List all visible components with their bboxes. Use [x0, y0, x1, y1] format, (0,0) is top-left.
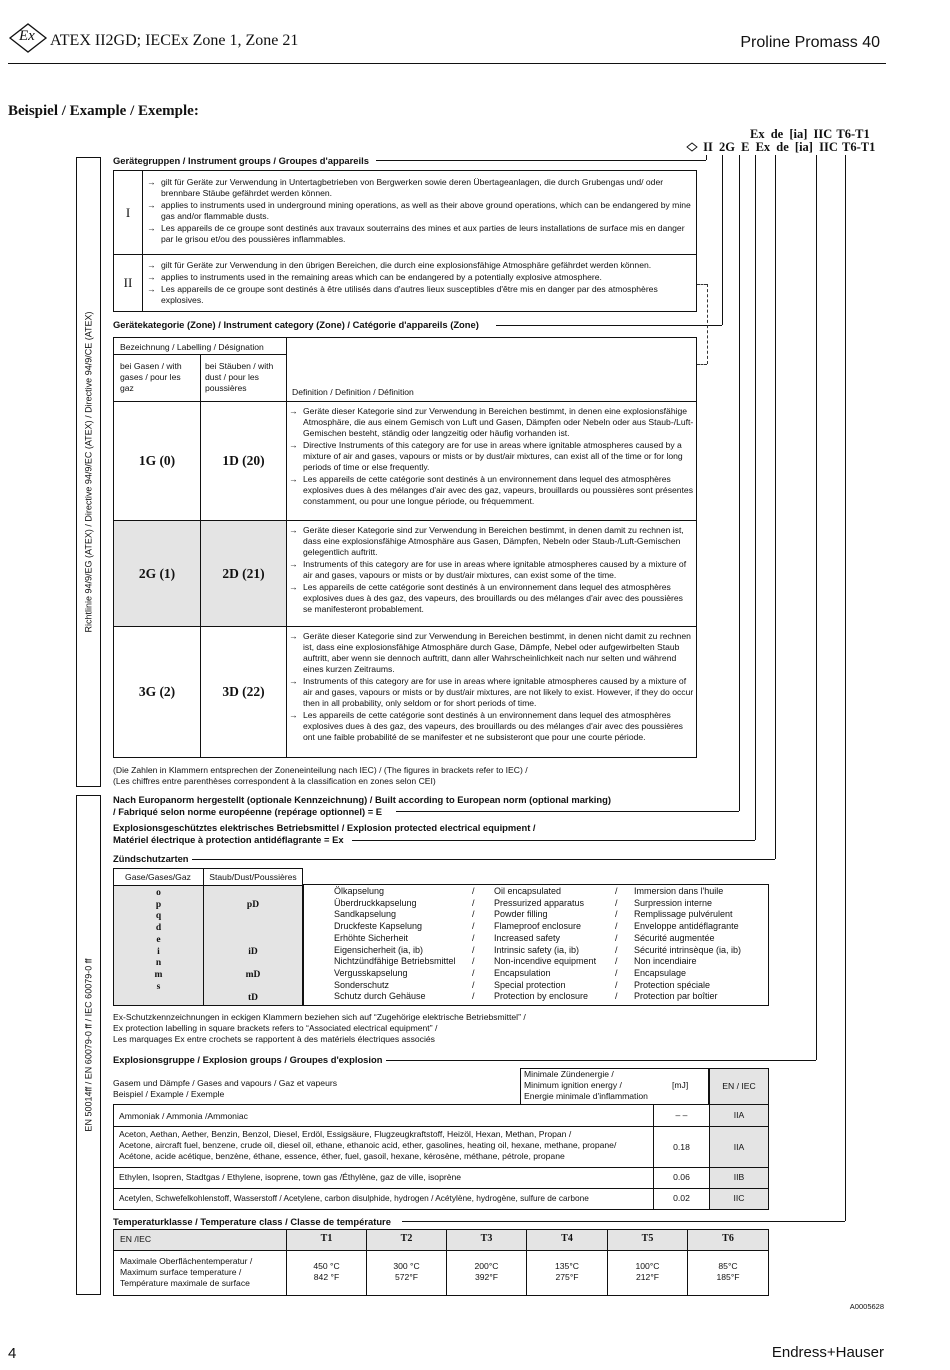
protection-heading: Zündschutzarten [113, 853, 192, 865]
protection-en-item: Special protection [494, 979, 566, 990]
connector-iic [816, 155, 817, 1060]
mark-iic-1: IIC [813, 127, 833, 141]
temperature-table [113, 1229, 769, 1296]
connector-groups-h [376, 160, 706, 161]
dust-code [204, 982, 302, 994]
list-item: → Les appareils de cette catégorie sont destinés à un environnement dans lequel des atmosphères explosives dues à des gaz, des vapeurs, des brouillards ou des mélanges d'air avec des poussières se manifesteront probablement. [289, 582, 683, 614]
mark-e: E [741, 140, 750, 154]
cat-dust-1d: 1D (20) [222, 453, 265, 468]
cat-dust-3d: 3D (22) [222, 684, 265, 699]
list-item: → gilt für Geräte zur Verwendung in Untertagbetrieben von Bergwerken sowie deren Übertageanlagen, die durch Grubengas und/ oder brennbare Stäube gefährdet werden können. [147, 177, 664, 198]
connector-iic-h [386, 1060, 816, 1061]
connector-de [775, 155, 776, 859]
arrow-right-icon: → [289, 474, 298, 484]
arrow-right-icon: → [147, 200, 156, 210]
eg-energy-cell: – – [675, 1110, 688, 1120]
section-title: Beispiel / Example / Exemple: [8, 103, 199, 119]
protection-de-item: Schutz durch Gehäuse [334, 991, 426, 1002]
arrow-right-icon: → [147, 223, 156, 233]
eg-div-h1 [114, 1126, 768, 1127]
dust-code [204, 923, 302, 935]
table-row: Aceton, Aethan, Aether, Benzin, Benzol, Diesel, Erdöl, Essigsäure, Flugzeugkraftstoff, Heizöl, Hexan, Methan, Propan / Acetone, aircraft fuel, benzene, crude oil, diesel oil, ethane, ethanoic acid, ether, gasolines, heating oil, hexane, methane, propane/ Acétone, acide acétique, benzène, éthane, essence, éther, fuel, gasoil, hexane, kérosène, méthane, pétrole, propane [119, 1129, 617, 1161]
cat-dust-2d: 2D (21) [201, 521, 286, 626]
gas-code: e [156, 934, 161, 945]
dust-code: iD [248, 946, 258, 957]
protection-sep-2: / / / / / / / / / / [615, 886, 618, 1002]
eg-energy-cell: 0.06 [673, 1172, 690, 1182]
connector-temp-h [402, 1221, 845, 1222]
group-ii-text [147, 260, 692, 307]
temp-value-t1: 450 °C 842 °F [313, 1261, 340, 1282]
dust-code [204, 911, 302, 923]
eg-group-cell: IIA [733, 1110, 745, 1120]
protection-fr-item: Sécurité intrinsèque (ia, ib) [634, 944, 742, 955]
temperature-heading: Temperaturklasse / Temperature class / Classe de température [113, 1216, 394, 1228]
temp-row-label: Maximale Oberflächentemperatur / Maximum surface temperature / Température maximale de surface [120, 1256, 253, 1288]
temp-class-t3: T3 [480, 1233, 493, 1244]
header-title: ATEX II2GD; IECEx Zone 1, Zone 21 [50, 32, 299, 49]
dashed-bracket-side [707, 284, 708, 364]
labelling-header: Bezeichnung / Labelling / Désignation [120, 342, 264, 352]
connector-2g [722, 155, 723, 325]
gas-code [114, 993, 203, 1005]
cat-def-2 [289, 525, 694, 616]
protection-fr-item: Remplissage pulvérulent [634, 909, 733, 920]
eg-group-cell: IIB [733, 1172, 745, 1182]
protection-fr-item: Protection par boîtier [634, 991, 718, 1002]
connector-de-h [190, 859, 775, 860]
temp-value-t2: 300 °C 572°F [393, 1261, 420, 1282]
arrow-right-icon: → [289, 525, 298, 535]
temp-value-t3: 200°C 392°F [474, 1261, 499, 1282]
dust-code [204, 888, 302, 900]
list-item: → applies to instruments used in underground mining operations, as well as their above ground operations, which can be endangered by mine gas and/or flammable dusts. [147, 200, 691, 221]
list-item: → gilt für Geräte zur Verwendung in den übrigen Bereichen, die durch eine explosionsfähige Atmosphäre gefährdet werden können. [147, 260, 652, 270]
eg-group-cell: IIC [733, 1193, 745, 1203]
protection-de-item: Ölkapselung [334, 886, 385, 896]
gas-codes [114, 888, 203, 1005]
protection-fr-item: Surpression interne [634, 897, 713, 908]
arrow-right-icon: → [147, 284, 156, 294]
marking-line2 [686, 140, 875, 155]
euronorm-line2: / Fabriqué selon norme européenne (repérage optionnel) = E [113, 806, 385, 818]
connector-category-h [496, 325, 722, 326]
temp-value-t6: 85°C 185°F [716, 1261, 740, 1282]
cat-gas-2g: 2G (1) [114, 521, 200, 626]
protection-en-item: Flameproof enclosure [494, 921, 582, 932]
protection-fr-item: Sécurité augmentée [634, 932, 715, 943]
list-item: → Les appareils de cette catégorie sont destinés à un environnement dans lequel des atmosphères explosives dues à des mélanges d'air avec des gaz, vapeurs, brouillards ou poussières sont présentes constamment, ou pour une longue période, ou fréquemment. [289, 474, 694, 506]
mark-temp-2: T6-T1 [841, 140, 876, 154]
temp-std-header: EN /IEC [120, 1234, 152, 1244]
page-number: 4 [8, 1345, 17, 1362]
dust-code [204, 935, 302, 947]
group-id-i: I [125, 204, 131, 220]
side-label-upper: Richtlinie 94/9/EG (ATEX) / Directive 94/9/EC (ATEX) / Directive 94/9/CE (ATEX) [83, 311, 94, 633]
list-item: → Les appareils de ce groupe sont destinés aux travaux souterrains des mines et aux parties de leurs installations de surface mis en danger par le grisou et/ou des poussières inflammables. [147, 223, 685, 244]
category-heading: Gerätekategorie (Zone) / Instrument category (Zone) / Catégorie d'appareils (Zone) [113, 319, 482, 331]
list-item: → Geräte dieser Kategorie sind zur Verwendung in Bereichen bestimmt, in denen damit zu rechnen ist, dass eine explosionsfähige Atmosphäre aus Gasen, Dämpfen, Nebeln oder Staub-/Luft-Gemischen gelegentlich auftritt. [289, 525, 684, 557]
cat-gas-1g: 1G (0) [138, 453, 176, 468]
protection-fr-item: Enveloppe antidéflagrante [634, 921, 739, 932]
protection-en-item: Protection by enclosure [494, 991, 589, 1002]
gas-code: q [155, 911, 162, 922]
eg-group-cell: IIA [733, 1142, 745, 1152]
arrow-right-icon: → [289, 559, 298, 569]
col-gas-header: bei Gasen / with gases / pour les gaz [120, 361, 182, 393]
explosion-groups-heading: Explosionsgruppe / Explosion groups / Groupes d'explosion [113, 1054, 383, 1065]
dust-code: pD [246, 899, 260, 910]
mark-ii: II [703, 140, 713, 154]
protection-en-item: Oil encapsulated [494, 886, 562, 896]
protection-de-item: Überdruckkapselung [334, 897, 417, 908]
col-def-header: Definition / Definition / Définition [292, 387, 414, 397]
groups-table [113, 170, 697, 312]
protection-de-item: Sonderschutz [334, 979, 390, 990]
eg-table [113, 1104, 769, 1210]
list-item: → Les appareils de cette catégorie sont destinés à un environnement dans lequel des atmosphères explosives dues à des gaz, des vapeurs, des brouillards ou des mélanges d'air avec des poussières ont une faible probabilité de se manifester et ne subsisteront que pour une courte période. [289, 710, 683, 742]
arrow-right-icon: → [289, 710, 298, 720]
connector-ii [706, 155, 707, 160]
eg-energy-cell: 0.02 [673, 1193, 690, 1203]
arrow-right-icon: → [289, 406, 298, 416]
temp-div-h [114, 1250, 768, 1251]
temp-value-t4: 135°C 275°F [555, 1261, 579, 1282]
protection-en-item: Intrinsic safety (ia, ib) [494, 944, 580, 955]
table-row: Ethylen, Isopren, Stadtgas / Ethylene, isoprene, town gas /Éthylène, gaz de ville, isoprène [119, 1172, 462, 1182]
list-item: → Directive Instruments of this category are for use in areas where ignitable atmospheres caused by a mixture of air and gases, vapours or mists or by dust/air mixtures, can exist all of the time or for long periods of time or else frequently. [289, 440, 683, 472]
arrow-right-icon: → [289, 676, 298, 686]
connector-ex [755, 155, 756, 840]
list-item: → Les appareils de ce groupe sont destinés à être utilisés dans d'autres lieux susceptibles d'être mis en danger par des atmosphères explosives. [147, 284, 658, 305]
dust-code: tD [247, 993, 259, 1004]
list-item: → Instruments of this category are for use in areas where ignitable atmospheres caused by a mixture of air and gases, vapours or mists or by dust/air mixtures, are not likely to exist. However, if they do occur then in all probability, only seldom or for short periods of time. [289, 676, 694, 708]
protection-fr-item: Non incendiaire [634, 956, 697, 967]
category-table [113, 337, 697, 758]
eg-unit: [mJ] [672, 1080, 689, 1090]
protection-de-item: Vergusskapselung [334, 967, 408, 978]
groups-divider-h [114, 254, 696, 255]
gas-code: o [156, 888, 161, 898]
group-id-ii: II [123, 275, 133, 290]
header-divider [8, 63, 886, 64]
protection-de-item: Nichtzündfähige Betriebsmittel [334, 956, 456, 967]
connector-e [739, 155, 740, 811]
protection-sep-1: / / / / / / / / / / [472, 886, 475, 1002]
cat-def-3 [289, 631, 694, 744]
arrow-right-icon: → [289, 440, 298, 450]
protection-fr-item: Protection spéciale [634, 979, 711, 990]
protection-fr-item: Immersion dans l'huile [634, 886, 724, 896]
protection-de [334, 886, 474, 1003]
connector-e-h [396, 811, 739, 812]
temp-class-t4: T4 [561, 1233, 573, 1244]
gas-code: i [157, 946, 160, 957]
table-row: Ammoniak / Ammonia /Ammoniac [119, 1111, 248, 1121]
gas-code: n [155, 958, 162, 969]
dust-codes [204, 888, 302, 1005]
eg-std-header: EN / IEC [709, 1068, 769, 1105]
dashed-bracket-bottom [697, 364, 707, 365]
protection-en-item: Non-incendive equipment [494, 956, 597, 967]
connector-ex-h [352, 840, 755, 841]
dust-code [204, 958, 302, 970]
gas-code: s [156, 981, 161, 992]
groups-heading: Gerätegruppen / Instrument groups / Groupes d'appareils [113, 155, 369, 166]
figure-id: A0005628 [849, 1302, 884, 1311]
temp-class-t5: T5 [641, 1233, 654, 1244]
temp-class-t1: T1 [320, 1233, 333, 1244]
mark-de-1: de [770, 127, 784, 141]
cat-gas-3g: 3G (2) [138, 684, 176, 699]
protection-de-item: Eigensicherheit (ia, ib) [334, 944, 424, 955]
groups-divider-v [142, 171, 143, 311]
protection-de-item: Sandkapselung [334, 909, 397, 920]
mark-de-2: de [776, 140, 789, 154]
eg-div-h3 [114, 1188, 768, 1189]
protection-en-item: Pressurized apparatus [494, 897, 585, 908]
eg-col1-line1: Gasem und Dämpfe / Gases and vapours / Gaz et vapeurs [113, 1078, 338, 1088]
protection-note-1: Ex-Schutzkennzeichnungen in eckigen Klammern beziehen sich auf “Zugehörige elektrische Betriebsmittel” / [113, 1012, 526, 1022]
arrow-right-icon: → [289, 631, 298, 641]
eg-div-h2 [114, 1167, 768, 1168]
protection-de-item: Erhöhte Sicherheit [334, 932, 409, 943]
ex-protected-line1: Explosionsgeschütztes elektrisches Betriebsmittel / Explosion protected electrical equipment / [113, 822, 536, 833]
protection-note-2: Ex protection labelling in square brackets refers to “Associated electrical equipment” / [113, 1023, 438, 1033]
brand-logo: Endress+Hauser [771, 1344, 884, 1361]
mark-ia-1: [ia] [789, 127, 808, 141]
dust-code: mD [245, 969, 261, 980]
arrow-right-icon: → [289, 582, 298, 592]
cat-def-1 [289, 406, 694, 508]
protection-note-3: Les marquages Ex entre crochets se rapportent à des matériels électriques associés [113, 1034, 435, 1044]
list-item: → Geräte dieser Kategorie sind zur Verwendung in Bereichen bestimmt, in denen eine explosionsfähige Atmosphäre, die aus einem Gemisch von Luft und Gasen, Dämpfen oder Nebeln oder aus Staub-/Luft-Gemischen besteht, ständig oder langzeitig oder häufig vorhanden ist. [289, 406, 694, 438]
ex-logo-text: Ex [19, 28, 35, 44]
group-i-text [147, 177, 692, 246]
temp-value-t5: 100°C 212°F [635, 1261, 660, 1282]
temp-class-t2: T2 [400, 1233, 413, 1244]
eg-energy-cell: 0.18 [673, 1142, 690, 1152]
arrow-right-icon: → [147, 260, 156, 270]
protection-fr [634, 886, 768, 1003]
side-label-lower: EN 50014ff / EN 60079-0 ff / IEC 60079-0 ff [83, 958, 94, 1132]
col-dust-codes-header: Staub/Dust/Poussières [209, 872, 297, 882]
protection-en-item: Increased safety [494, 932, 561, 943]
eg-energy-line2: Minimum ignition energy / [524, 1080, 622, 1090]
ex-protected-line2: Matériel électrique à protection antidéflagrante = Ex [113, 834, 347, 846]
col-gas-codes-header: Gase/Gases/Gaz [125, 872, 191, 882]
gas-code: d [155, 923, 162, 934]
eg-col1-line2: Beispiel / Example / Exemple [113, 1089, 225, 1099]
connector-temp [845, 155, 846, 1221]
gas-code: m [154, 969, 163, 980]
mark-temp-1: T6-T1 [836, 127, 870, 141]
protection-en-item: Powder filling [494, 909, 548, 920]
header [8, 18, 886, 66]
mark-ia-2: [ia] [794, 140, 813, 154]
protection-fr-item: Encapsulage [634, 967, 687, 978]
table-row: Acetylen, Schwefelkohlenstoff, Wasserstoff / Acetylene, carbon disulphide, hydrogen / Acétylène, hydrogène, sulfure de carbone [119, 1193, 589, 1203]
list-item: → Instruments of this category are for use in areas where ignitable atmospheres caused by a mixture of air and gases, vapours or mists or by dust/air mixtures, can exist some of the time. [289, 559, 687, 580]
eg-energy-line3: Energie minimale d'inflammation [524, 1091, 648, 1101]
col-dust-header: bei Stäuben / with dust / pour les poussières [205, 361, 274, 393]
protection-en-item: Encapsulation [494, 967, 551, 978]
eg-energy-line1: Minimale Zündenergie / [524, 1069, 614, 1079]
header-product: Proline Promass 40 [740, 34, 880, 51]
temp-class-t6: T6 [722, 1233, 734, 1244]
list-item: → Geräte dieser Kategorie sind zur Verwendung in Bereichen bestimmt, in denen nicht damit zu rechnen ist, dass eine explosionsfähige Atmosphäre durch Gase, Dämpfe, Nebel oder aufgewirbelten Staub auftritt, aber wenn sie dennoch auftritt, dann aller Wahrscheinlichkeit nach nur selten und während eines kurzen Zeitraums. [289, 631, 691, 674]
list-item: → applies to instruments used in the remaining areas which can be endangered by a potentially explosive atmosphere. [147, 272, 602, 282]
protection-de-item: Druckfeste Kapselung [334, 921, 423, 932]
arrow-right-icon: → [147, 177, 156, 187]
dashed-bracket-top [697, 284, 707, 285]
mark-ex-1: Ex [750, 127, 765, 141]
ex-mark-icon [686, 142, 698, 152]
mark-iic-2: IIC [819, 140, 838, 154]
category-note-1: (Die Zahlen in Klammern entsprechen der Zoneneinteilung nach IEC) / (The figures in brackets refer to IEC) / [113, 765, 528, 775]
euronorm-line1: Nach Europanorm hergestellt (optionale Kennzeichnung) / Built according to European norm (optional marking) [113, 794, 611, 805]
gas-code: p [155, 899, 162, 910]
mark-2g: 2G [718, 140, 735, 154]
category-note-2: (Les chiffres entre parenthèses correspondent à la classification en zones selon CEI) [113, 776, 436, 786]
mark-ex-2: Ex [755, 140, 771, 154]
protection-codes-table [113, 868, 303, 1006]
arrow-right-icon: → [147, 272, 156, 282]
protection-en [494, 886, 619, 1003]
